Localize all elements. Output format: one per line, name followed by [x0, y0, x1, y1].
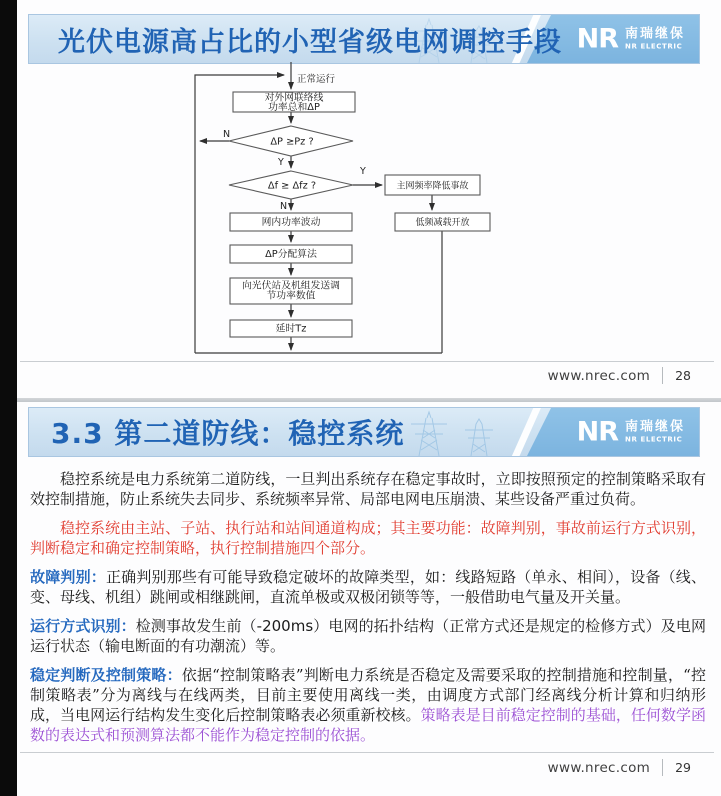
flow-decision-df — [229, 166, 366, 212]
flow-decision1-no: N — [223, 129, 231, 140]
quoted-term: “控制策略表” — [212, 666, 304, 684]
slide2-banner — [28, 407, 700, 457]
term-label-fault: 故障判别： — [30, 568, 106, 586]
footer-url: www.nrec.com — [547, 759, 651, 776]
footer-separator — [662, 759, 663, 776]
flow-box5-text: 延时Tz — [275, 323, 307, 335]
transmission-tower-watermark — [399, 410, 519, 456]
flow-decision-dp — [223, 126, 353, 168]
quoted-term: “控制策略表” — [30, 666, 706, 704]
nr-logo-english: NR ELECTRIC — [624, 435, 683, 444]
flow-decision2-yes: Y — [360, 166, 366, 177]
nr-logo-chinese: 南瑞继保 — [624, 26, 685, 42]
flow-rbox1-text: 主网频率降低事故 — [396, 181, 469, 192]
paragraph-stability-strategy — [30, 665, 706, 745]
flow-decision2-text: Δf ≥ Δfz ? — [267, 180, 317, 192]
slide2-title: 3.3 第二道防线：稳控系统 — [51, 417, 405, 450]
flow-decision1-text: ΔP ≥Pz ? — [270, 136, 314, 148]
nr-logo — [576, 416, 685, 448]
nr-logo — [576, 23, 685, 55]
flow-node-dp-allocation — [230, 245, 352, 263]
flowchart-diagram — [190, 62, 515, 362]
body-text: 分为离线与在线两类，目前主要使用离线一类，由调度方式部门经离线分析计算和归纳形成，当电网运行结构发生变化后控制策略表必须重新校核。 — [30, 686, 706, 724]
flow-decision1-yes: Y — [278, 157, 284, 168]
slide-divider — [17, 398, 721, 402]
flow-box4-line1: 向光伏站及机组发送调 — [242, 280, 340, 292]
flow-node-main-grid-event — [385, 175, 480, 195]
slide1-footer-rule — [20, 361, 714, 362]
flow-node-tie-line-power — [233, 91, 355, 114]
slide2-body — [30, 469, 706, 754]
nr-logo-mark: NR — [576, 416, 618, 448]
slide2-title-wrap — [51, 408, 404, 456]
slide1-title: 光伏电源高占比的小型省级电网调控手段 — [58, 26, 562, 58]
flow-rbox2-text: 低频减载开放 — [415, 218, 470, 228]
left-black-border — [0, 0, 17, 796]
flow-box1-line1: 对外网联络线 — [264, 92, 324, 104]
paragraph-system-composition: 稳控系统由主站、子站、执行站和站间通道构成；其主要功能：故障判别，事故前运行方式识别，判断稳定和确定控制策略，执行控制措施四个部分。 — [30, 519, 706, 557]
paragraph-fault-discrimination — [30, 567, 706, 607]
body-text: 判断电力系统是否稳定及需要采取的控制措施和控制量， — [303, 666, 684, 684]
flow-node-power-fluctuation — [230, 213, 352, 231]
flow-node-start-label — [297, 73, 336, 85]
body-text: 依据 — [181, 666, 213, 684]
term-label-operation-mode: 运行方式识别： — [30, 617, 136, 635]
page-number: 28 — [675, 368, 691, 383]
body-text: 检测事故发生前（-200ms）电网的拓扑结构（正常方式还是规定的检修方式）及电网运行状态（输电断面的有功潮流）等。 — [30, 617, 706, 655]
footer-separator — [662, 367, 663, 384]
page-number: 29 — [675, 760, 691, 775]
flow-node-ufls-release — [395, 213, 490, 231]
flow-box4-line2: 节功率数值 — [266, 290, 316, 302]
flow-box2-text: 网内功率波动 — [261, 217, 321, 228]
flow-node-send-setpoints — [230, 278, 352, 304]
nr-logo-english: NR ELECTRIC — [624, 42, 683, 51]
footer-url: www.nrec.com — [547, 367, 651, 384]
nr-logo-chinese: 南瑞继保 — [624, 419, 685, 435]
paragraph-intro: 稳控系统是电力系统第二道防线，一旦判出系统存在稳定事故时，立即按照预定的控制策略采取有效控制措施，防止系统失去同步、系统频率异常、局部电网电压崩溃、某些设备严重过负荷。 — [30, 470, 706, 508]
slide1-title-wrap — [58, 15, 562, 63]
slide1-banner — [28, 14, 700, 64]
flow-box3-text: ΔP分配算法 — [265, 249, 317, 260]
paragraph-operation-mode — [30, 616, 706, 656]
flow-decision2-no: N — [280, 201, 288, 212]
flow-label-normal-operation: 正常运行 — [297, 74, 336, 85]
highlighted-conclusion: 策略表是目前稳定控制的基础，任何数学函数的表达式和预测算法都不能作为稳定控制的依据。 — [30, 706, 706, 744]
slide2-footer-rule — [20, 752, 714, 753]
slide2-footer — [548, 759, 691, 776]
flow-node-delay — [230, 320, 352, 337]
flow-box1-line2: 功率总和ΔP — [268, 102, 320, 113]
nr-logo-mark: NR — [576, 23, 618, 55]
term-label-stability: 稳定判断及控制策略： — [30, 666, 182, 684]
slide1-footer — [548, 367, 691, 384]
body-text: 正确判别那些有可能导致稳定破坏的故障类型，如：线路短路（单永、相间），设备（线、变、母线、机组）跳闸或相继跳闸，直流单极或双极闭锁等等，一般借助电气量及开关量。 — [30, 568, 706, 606]
